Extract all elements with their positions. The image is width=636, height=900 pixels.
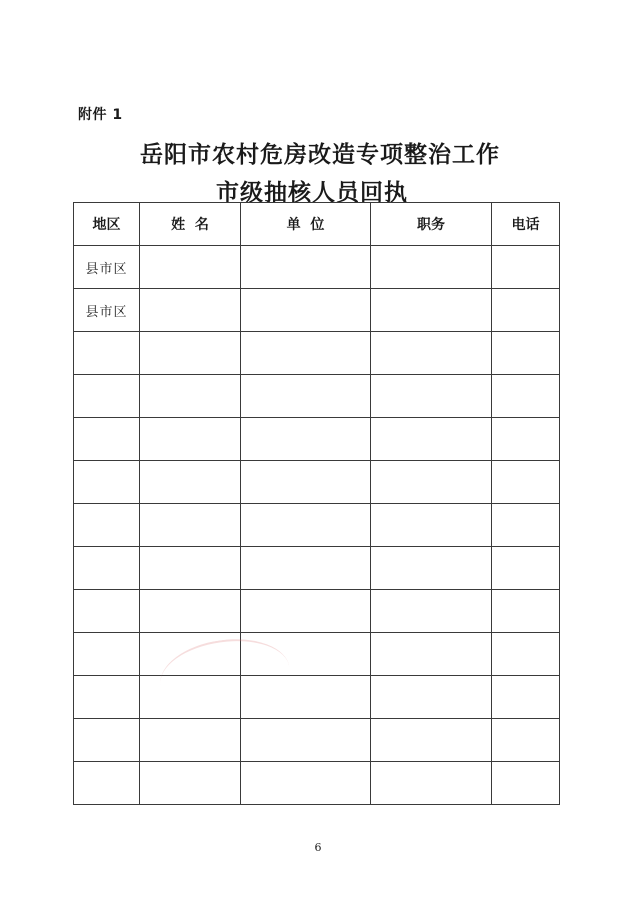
document-title: 岳阳市农村危房改造专项整治工作 <box>140 141 500 168</box>
cell-name[interactable] <box>140 246 241 289</box>
cell-region[interactable]: 县市区 <box>74 289 140 332</box>
cell-phone[interactable] <box>492 246 560 289</box>
cell-position[interactable] <box>371 332 492 375</box>
cell-position[interactable] <box>371 375 492 418</box>
cell-phone[interactable] <box>492 719 560 762</box>
table-row <box>74 418 560 461</box>
cell-position[interactable] <box>371 676 492 719</box>
table-row <box>74 633 560 676</box>
cell-phone[interactable] <box>492 375 560 418</box>
cell-region[interactable] <box>74 504 140 547</box>
cell-phone[interactable] <box>492 762 560 805</box>
cell-phone[interactable] <box>492 676 560 719</box>
table-row <box>74 590 560 633</box>
document-subtitle: 市级抽核人员回执 <box>216 179 408 206</box>
cell-position[interactable] <box>371 547 492 590</box>
cell-unit[interactable] <box>241 590 371 633</box>
table-row <box>74 676 560 719</box>
cell-phone[interactable] <box>492 590 560 633</box>
cell-region[interactable] <box>74 590 140 633</box>
table-row <box>74 375 560 418</box>
cell-phone[interactable] <box>492 332 560 375</box>
cell-region[interactable] <box>74 633 140 676</box>
table-row <box>74 246 560 289</box>
table-row <box>74 289 560 332</box>
cell-name[interactable] <box>140 719 241 762</box>
cell-unit[interactable] <box>241 762 371 805</box>
cell-region[interactable] <box>74 547 140 590</box>
cell-unit[interactable] <box>241 418 371 461</box>
cell-name[interactable] <box>140 375 241 418</box>
cell-position[interactable] <box>371 504 492 547</box>
cell-position[interactable] <box>371 633 492 676</box>
table-row <box>74 719 560 762</box>
cell-phone[interactable] <box>492 461 560 504</box>
cell-phone[interactable] <box>492 418 560 461</box>
table-row <box>74 504 560 547</box>
cell-unit[interactable] <box>241 461 371 504</box>
cell-phone[interactable] <box>492 504 560 547</box>
cell-position[interactable] <box>371 590 492 633</box>
cell-phone[interactable] <box>492 289 560 332</box>
table-row <box>74 547 560 590</box>
cell-position[interactable] <box>371 719 492 762</box>
table-row <box>74 762 560 805</box>
page-number: 6 <box>314 841 322 854</box>
cell-name[interactable] <box>140 418 241 461</box>
column-header-unit: 单 位 <box>241 203 371 246</box>
table-row <box>74 461 560 504</box>
table-header-row <box>74 203 560 246</box>
column-header-name: 姓 名 <box>140 203 241 246</box>
cell-unit[interactable] <box>241 332 371 375</box>
cell-position[interactable] <box>371 762 492 805</box>
cell-name[interactable] <box>140 289 241 332</box>
cell-name[interactable] <box>140 461 241 504</box>
column-header-phone: 电话 <box>492 203 560 246</box>
cell-region[interactable] <box>74 418 140 461</box>
cell-name[interactable] <box>140 504 241 547</box>
cell-name[interactable] <box>140 762 241 805</box>
cell-name[interactable] <box>140 332 241 375</box>
cell-unit[interactable] <box>241 547 371 590</box>
cell-region[interactable] <box>74 375 140 418</box>
cell-unit[interactable] <box>241 504 371 547</box>
cell-name[interactable] <box>140 590 241 633</box>
cell-region[interactable] <box>74 332 140 375</box>
cell-unit[interactable] <box>241 375 371 418</box>
cell-unit[interactable] <box>241 289 371 332</box>
cell-name[interactable] <box>140 547 241 590</box>
cell-phone[interactable] <box>492 547 560 590</box>
attachment-label: 附件 1 <box>78 107 123 123</box>
column-header-position: 职务 <box>371 203 492 246</box>
cell-position[interactable] <box>371 461 492 504</box>
cell-region[interactable] <box>74 461 140 504</box>
cell-phone[interactable] <box>492 633 560 676</box>
cell-region[interactable] <box>74 676 140 719</box>
cell-region[interactable] <box>74 762 140 805</box>
cell-region[interactable] <box>74 719 140 762</box>
table-row <box>74 332 560 375</box>
cell-unit[interactable] <box>241 719 371 762</box>
cell-unit[interactable] <box>241 246 371 289</box>
cell-position[interactable] <box>371 246 492 289</box>
column-header-region: 地区 <box>74 203 140 246</box>
cell-region[interactable]: 县市区 <box>74 246 140 289</box>
cell-position[interactable] <box>371 418 492 461</box>
personnel-table <box>73 202 560 805</box>
cell-position[interactable] <box>371 289 492 332</box>
